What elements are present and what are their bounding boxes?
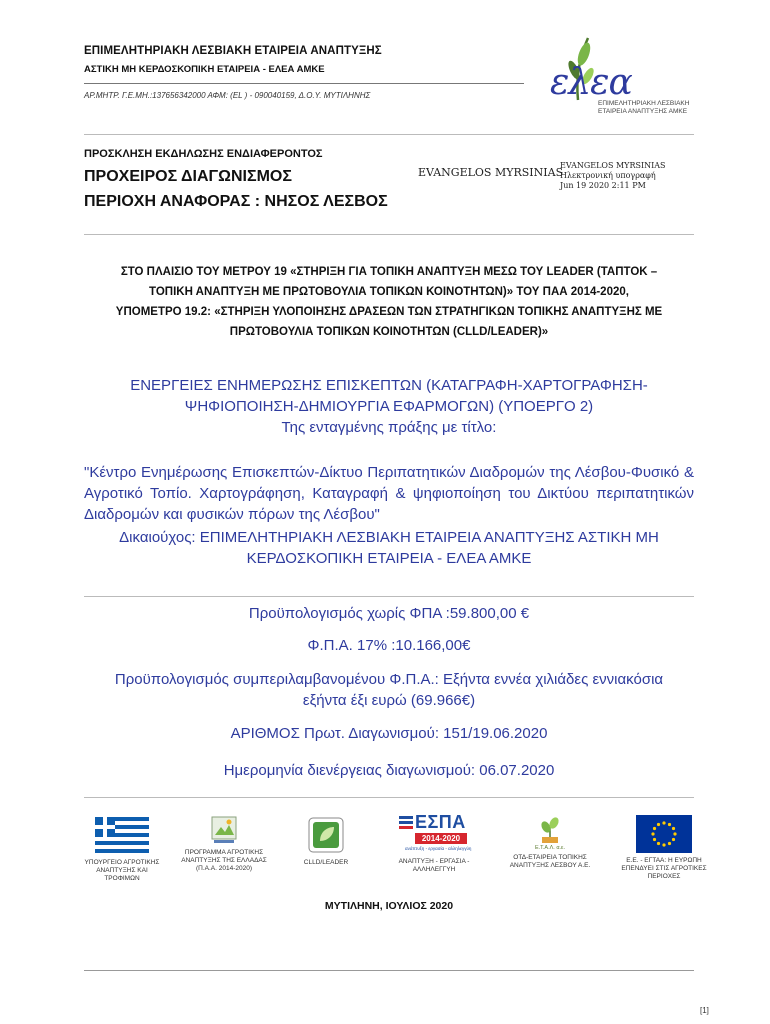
logo-wordmark: ελεα [550, 62, 632, 103]
registry-info: ΑΡ.ΜΗΤΡ. Γ.Ε.ΜΗ.:137656342000 ΑΦΜ: (EL ) - 090040159, Δ.Ο.Υ. ΜΥΤΙΛΗΝΗΣ [84, 91, 371, 100]
actions-heading [84, 375, 694, 438]
protocol-number: ΑΡΙΘΜΟΣ Πρωτ. Διαγωνισμού: 151/19.06.2020 [230, 725, 548, 742]
logo-etal [500, 815, 600, 870]
logo-clld-leader [290, 817, 362, 867]
budget-without-vat: Προϋπολογισμός χωρίς ΦΠΑ :59.800,00 € [248, 605, 530, 622]
logo-rural-program-caption-line3: (Π.Α.Α. 2014-2020) [195, 865, 252, 872]
section-divider-top [84, 134, 694, 135]
logo-espa-caption-line1: ΑΝΑΠΤΥΞΗ - ΕΡΓΑΣΙΑ - [398, 858, 470, 865]
logo-eu-caption-line2: ΕΠΕΝΔΥΕΙ ΣΤΙΣ ΑΓΡΟΤΙΚΕΣ [621, 865, 707, 872]
etal-plant-icon [536, 815, 564, 845]
actions-line3: Της ενταγμένης πράξης με τίτλο: [281, 419, 497, 436]
measure-statement [84, 262, 694, 342]
page-number: [1] [700, 1006, 709, 1015]
beneficiary-line2: ΚΕΡΔΟΣΚΟΠΙΚΗ ΕΤΑΙΡΕΙΑ - ΕΛΕΑ ΑΜΚΕ [246, 550, 532, 567]
beneficiary [84, 527, 694, 569]
leader-icon [308, 817, 344, 853]
espa-motto: ανάπτυξη - εργασία - αλληλεγγύη [405, 846, 472, 851]
logo-etal-caption-line1: ΟΤΔ-ΕΤΑΙΡΕΙΑ ΤΟΠΙΚΗΣ [513, 854, 587, 861]
logo-rural-program [176, 815, 272, 873]
call-title: ΠΡΟΧΕΙΡΟΣ ΔΙΑΓΩΝΙΣΜΟΣ [84, 168, 292, 185]
section-divider-budget [84, 596, 694, 597]
logo-eu-caption-line3: ΠΕΡΙΟΧΕΣ [647, 873, 681, 880]
logo-ministry-caption [78, 859, 166, 883]
budget-with-vat-line1: Προϋπολογισμός συμπεριλαμβανομένου Φ.Π.Α.: Εξήντα εννέα χιλιάδες εννιακόσια [114, 671, 664, 688]
logo-ministry-caption-line2: ΑΝΑΠΤΥΞΗΣ ΚΑΙ ΤΡΟΦΙΜΩΝ [96, 867, 148, 882]
actions-line1: ΕΝΕΡΓΕΙΕΣ ΕΝΗΜΕΡΩΣΗΣ ΕΠΙΣΚΕΠΤΩΝ (ΚΑΤΑΓΡΑΦΗ-ΧΑΡΤΟΓΡΑΦΗΣΗ- [130, 377, 648, 394]
header-divider [84, 83, 524, 84]
measure-line2: ΤΟΠΙΚΗ ΑΝΑΠΤΥΞΗ ΜΕ ΠΡΩΤΟΒΟΥΛΙΑ ΤΟΠΙΚΩΝ ΚΟΙΝΟΤΗΤΩΝ)» ΤΟΥ ΠΑΑ 2014-2020, [149, 286, 629, 298]
logo-subtitle-line2: ΕΤΑΙΡΕΙΑ ΑΝΑΠΤΥΞΗΣ ΑΜΚΕ [598, 108, 688, 115]
rural-program-icon [211, 815, 237, 845]
logo-espa [384, 812, 484, 874]
logo-etal-caption-line2: ΑΝΑΠΤΥΞΗΣ ΛΕΣΒΟΥ Α.Ε. [509, 862, 591, 869]
measure-line3: ΥΠΟΜΕΤΡΟ 19.2: «ΣΤΗΡΙΞΗ ΥΛΟΠΟΙΗΣΗΣ ΔΡΑΣΕΩΝ ΤΩΝ ΣΤΡΑΤΗΓΙΚΩΝ ΤΟΠΙΚΗΣ ΑΝΑΠΤΥΞΗΣ ΜΕ [115, 306, 663, 318]
call-label: ΠΡΟΣΚΛΗΣΗ ΕΚΔΗΛΩΣΗΣ ΕΝΔΙΑΦΕΡΟΝΤΟΣ [84, 148, 323, 160]
logo-ministry [78, 817, 166, 883]
logo-eu-caption [612, 857, 716, 881]
signature-line2: Ηλεκτρονική υπογραφή [560, 171, 656, 180]
signature-line3: Jun 19 2020 2:11 PM [560, 181, 646, 190]
beneficiary-line1: Δικαιούχος: ΕΠΙΜΕΛΗΤΗΡΙΑΚΗ ΛΕΣΒΙΑΚΗ ΕΤΑΙΡΕΙΑ ΑΝΑΠΤΥΞΗΣ ΑΣΤΙΚΗ ΜΗ [119, 529, 659, 546]
eu-flag-icon [636, 815, 692, 853]
espa-years: 2014-2020 [415, 833, 467, 844]
eu-stripes-icon [399, 816, 413, 830]
greek-flag-icon [94, 817, 150, 853]
measure-line1: ΣΤΟ ΠΛΑΙΣΙΟ ΤΟΥ ΜΕΤΡΟΥ 19 «ΣΤΗΡΙΞΗ ΓΙΑ ΤΟΠΙΚΗ ΑΝΑΠΤΥΞΗ ΜΕΣΩ ΤΟΥ LEADER (ΤΑΠΤΟΚ – [120, 266, 658, 278]
elea-logo [548, 30, 690, 120]
project-title: "Κέντρο Ενημέρωσης Επισκεπτών-Δίκτυο Περιπατητικών Διαδρομών της Λέσβου-Φυσικό & Αγροτικό Τοπίο. Χαρτογράφηση, Καταγραφή & ψηφιοποίηση του Δικτύου περιπατητικών Διαδρομών και φυσικών πόρων της Λέσβου" [84, 464, 694, 523]
budget-with-vat [84, 669, 694, 711]
footer-divider [84, 970, 694, 971]
section-divider-logos [84, 797, 694, 798]
measure-line4: ΠΡΩΤΟΒΟΥΛΙΑ ΤΟΠΙΚΩΝ ΚΟΙΝΟΤΗΤΩΝ (CLLD/LEADER)» [229, 326, 549, 338]
signature-line1: EVANGELOS MYRSINIAS [560, 161, 666, 170]
logo-clld-caption: CLLD/LEADER [303, 859, 349, 866]
section-divider-mid [84, 234, 694, 235]
logo-subtitle-line1: ΕΠΙΜΕΛΗΤΗΡΙΑΚΗ ΛΕΣΒΙΑΚΗ [598, 100, 690, 107]
logo-rural-program-caption-line1: ΠΡΟΓΡΑΜΜΑ ΑΓΡΟΤΙΚΗΣ [184, 849, 264, 856]
organization-name: ΕΠΙΜΕΛΗΤΗΡΙΑΚΗ ΛΕΣΒΙΑΚΗ ΕΤΑΙΡΕΙΑ ΑΝΑΠΤΥΞΗΣ [84, 45, 382, 57]
logo-espa-caption [384, 858, 484, 874]
budget-with-vat-line2: εξήντα έξι ευρώ (69.966€) [302, 692, 476, 709]
logo-rural-program-caption [176, 849, 272, 873]
logo-ministry-caption-line1: ΥΠΟΥΡΓΕΙΟ ΑΓΡΟΤΙΚΗΣ [84, 859, 160, 866]
logo-eu-caption-line1: Ε.Ε. - ΕΓΤΑΑ: Η ΕΥΡΩΠΗ [626, 857, 702, 864]
vat-amount: Φ.Π.Α. 17% :10.166,00€ [307, 637, 471, 654]
logo-subtitle [598, 100, 689, 116]
etal-name: Ε.Τ.Α.Λ. α.ε. [534, 845, 566, 851]
reference-area: ΠΕΡΙΟΧΗ ΑΝΑΦΟΡΑΣ : ΝΗΣΟΣ ΛΕΣΒΟΣ [84, 193, 388, 210]
logo-etal-caption [500, 854, 600, 870]
logo-espa-caption-line2: ΑΛΛΗΛΕΓΓΥΗ [412, 866, 456, 873]
logo-eu-eafrd [612, 815, 716, 881]
city-date: ΜΥΤΙΛΗΝΗ, ΙΟΥΛΙΟΣ 2020 [324, 900, 454, 912]
organization-type: ΑΣΤΙΚΗ ΜΗ ΚΕΡΔΟΣΚΟΠΙΚΗ ΕΤΑΙΡΕΙΑ - ΕΛΕΑ ΑΜΚΕ [84, 64, 325, 75]
logo-rural-program-caption-line2: ΑΝΑΠΤΥΞΗΣ ΤΗΣ ΕΛΛΑΔΑΣ [181, 857, 267, 864]
signature-name: EVANGELOS MYRSINIAS [418, 166, 564, 179]
espa-brand: ΕΣΠΑ [415, 812, 466, 832]
espa-badge [399, 812, 472, 854]
actions-line2: ΨΗΦΙΟΠΟΙΗΣΗ-ΔΗΜΙΟΥΡΓΙΑ ΕΦΑΡΜΟΓΩΝ) (ΥΠΟΕΡΓΟ 2) [184, 398, 594, 415]
digital-signature [560, 161, 666, 191]
tender-date: Ημερομηνία διενέργειας διαγωνισμού: 06.07.2020 [223, 762, 555, 779]
